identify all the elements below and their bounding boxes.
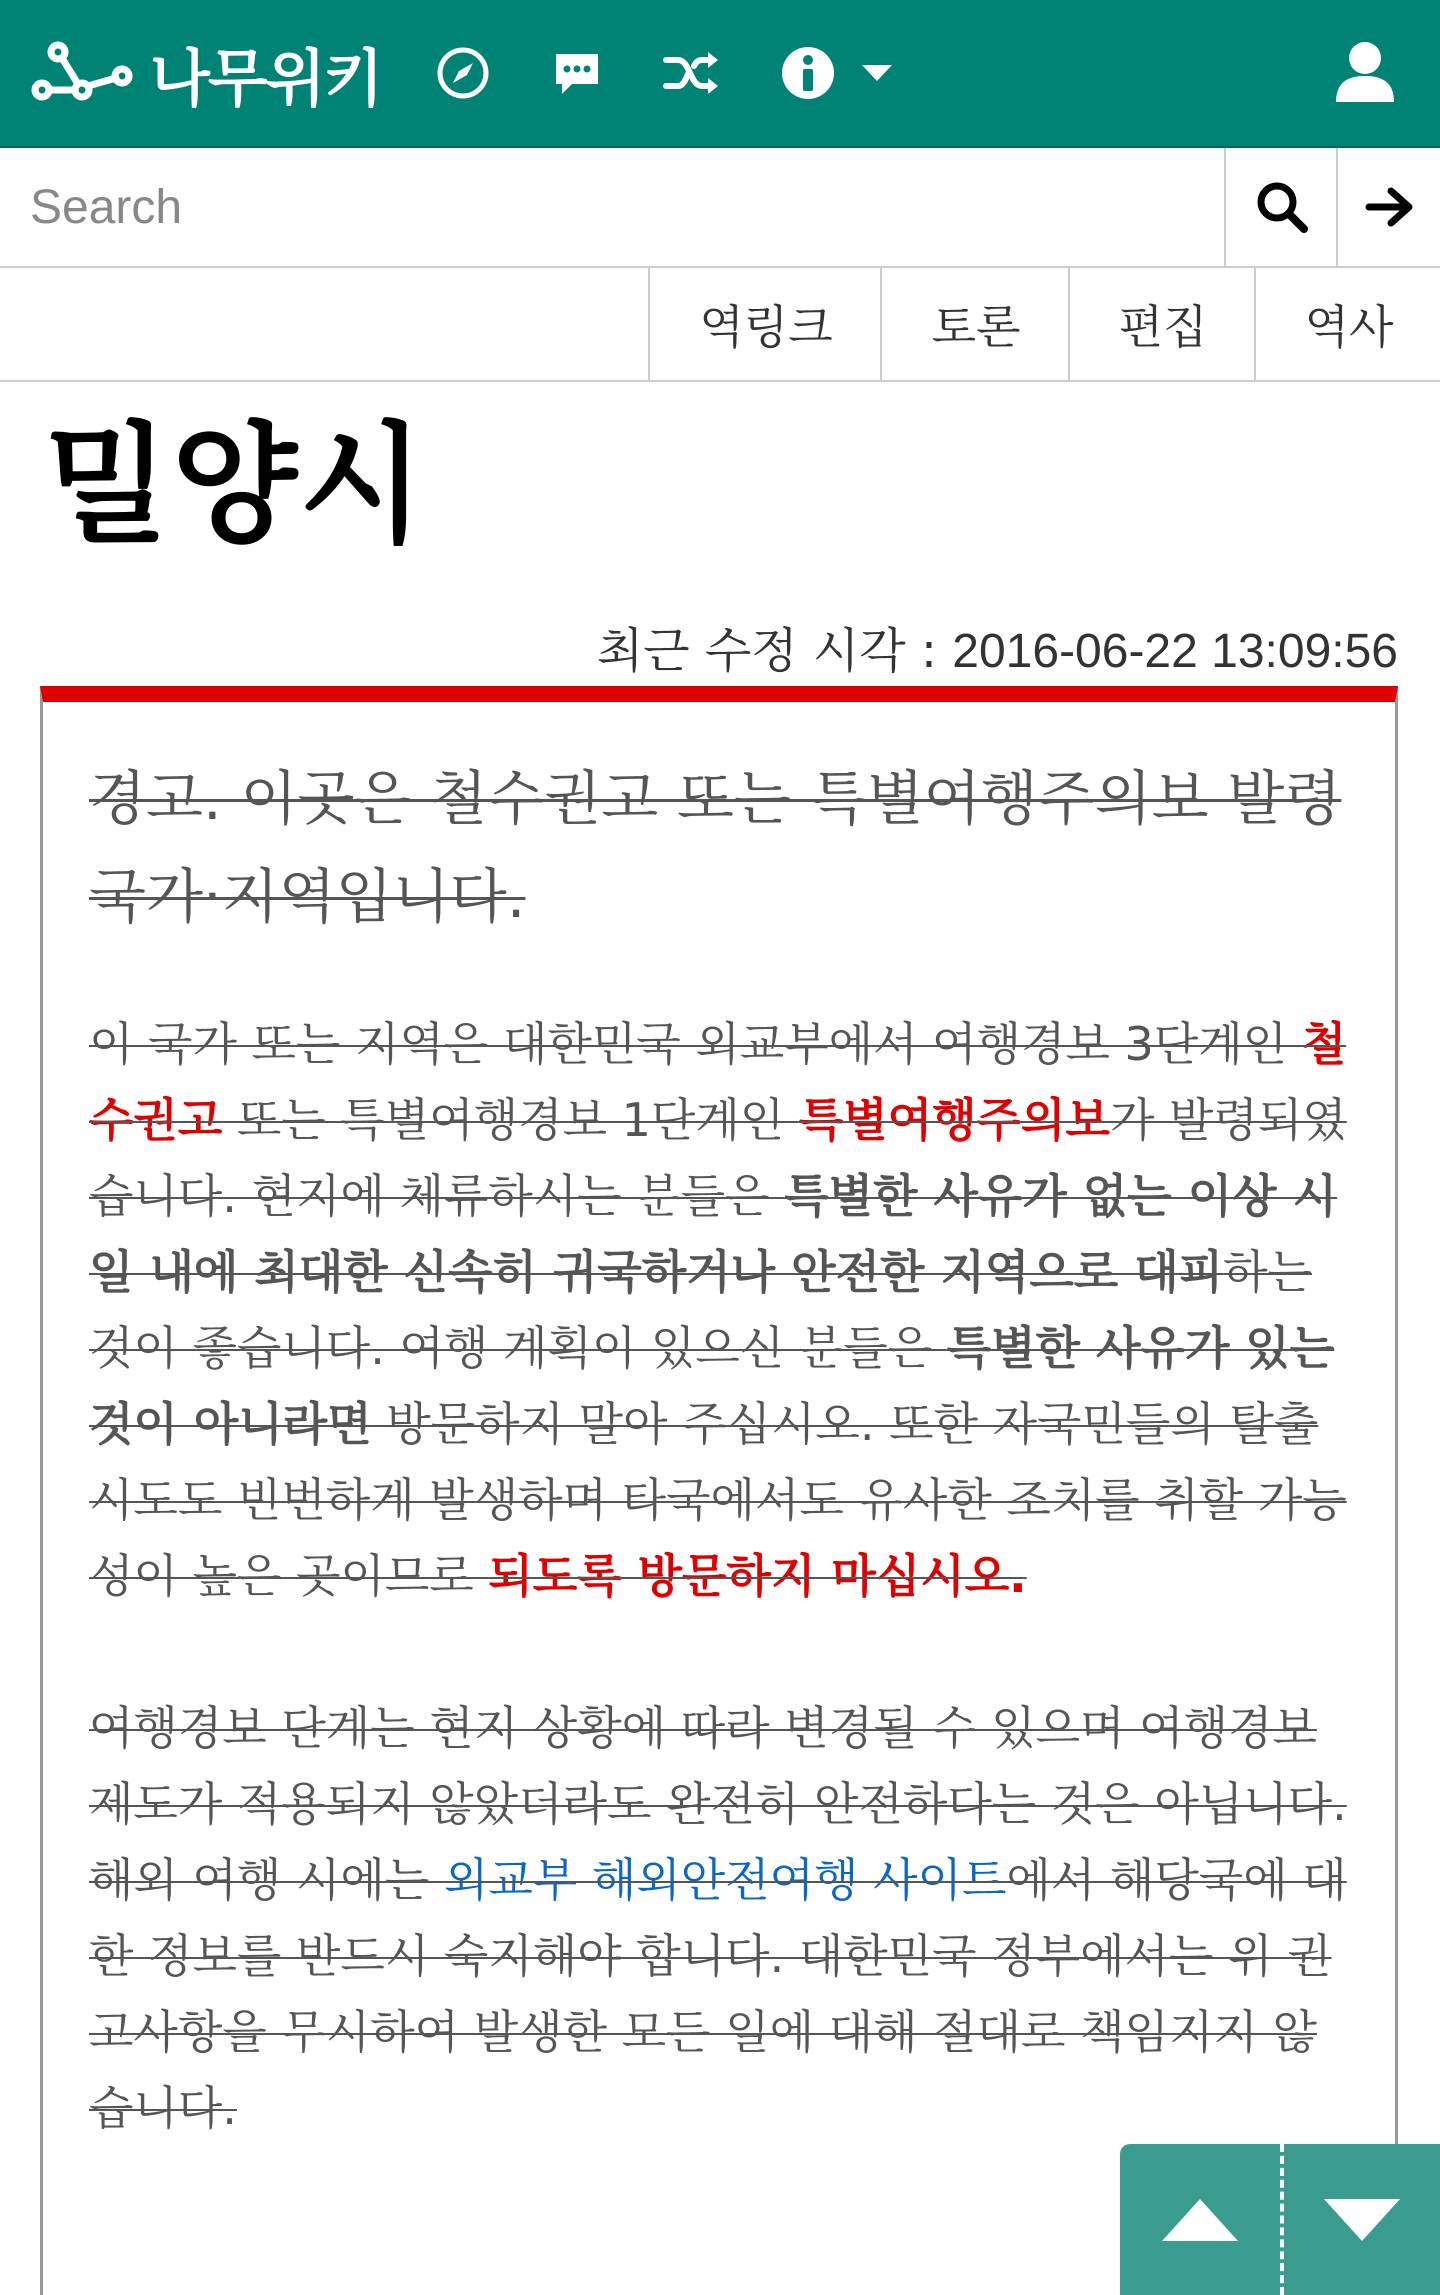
logo-tree-icon bbox=[30, 38, 140, 108]
last-modified-time: 2016-06-22 13:09:56 bbox=[952, 625, 1398, 678]
tab-history[interactable] bbox=[1254, 268, 1440, 380]
warning-paragraph-1 bbox=[89, 1006, 1349, 1614]
tab-label: 역사 bbox=[1304, 300, 1394, 354]
last-modified-label: 최근 수정 시각 : bbox=[596, 623, 953, 679]
scroll-up-button[interactable] bbox=[1120, 2144, 1280, 2295]
compass-icon[interactable] bbox=[430, 40, 496, 106]
text: 가 발령되였습니다. 현지에 체류하시는 분들은 bbox=[89, 1093, 1347, 1223]
text: 여행경보 단계는 현지 상황에 따라 변경될 수 있으며 여행경보제도가 적용되지 않았더라도 완전히 안전하다는 것은 아닙니다. 해외 여행 시에는 bbox=[89, 1701, 1347, 1907]
page-title: 밀양시 bbox=[44, 409, 427, 561]
search-bar bbox=[0, 148, 1440, 268]
tab-label: 토론 bbox=[931, 300, 1021, 354]
search-button[interactable] bbox=[1224, 148, 1338, 266]
arrow-right-icon bbox=[1365, 185, 1415, 229]
top-navbar bbox=[0, 0, 1440, 148]
caret-down-icon[interactable] bbox=[842, 40, 912, 106]
highlight-withdrawal: 철수권고 bbox=[89, 1017, 1347, 1147]
chat-icon[interactable] bbox=[544, 40, 610, 106]
shuffle-icon[interactable] bbox=[658, 40, 724, 106]
page-tabs bbox=[0, 268, 1440, 382]
triangle-up-icon bbox=[1158, 2195, 1242, 2245]
tab-discussion[interactable] bbox=[880, 268, 1070, 380]
highlight-special-advisory: 특별여행주의보 bbox=[798, 1093, 1110, 1147]
text: 에서 해당국에 대한 정보를 반드시 숙지해야 합니다. 대한민국 정부에서는 위 권고사항을 무시하여 발생한 모든 일에 대해 절대로 책임지지 않습니다. bbox=[89, 1853, 1347, 2135]
tab-backlinks[interactable] bbox=[648, 268, 882, 380]
travel-warning-box bbox=[40, 686, 1398, 2295]
tab-label: 역링크 bbox=[699, 300, 833, 354]
search-input[interactable] bbox=[0, 148, 1224, 266]
bold-evacuate: 특별한 사유가 없는 이상 시일 내에 최대한 신속히 귀국하거나 안전한 지역으로 대피 bbox=[89, 1169, 1338, 1299]
triangle-down-icon bbox=[1320, 2195, 1404, 2245]
highlight-do-not-visit: 되도록 방문하지 마십시오. bbox=[488, 1549, 1027, 1603]
scroll-down-button[interactable] bbox=[1280, 2144, 1440, 2295]
tab-label: 편집 bbox=[1118, 300, 1208, 354]
user-icon[interactable] bbox=[1330, 38, 1400, 108]
text: 방문하지 말아 주십시오. 또한 자국민들의 탈출 시도도 빈번하게 발생하며 타국에서도 유사한 조치를 취할 가능성이 높은 곳이므로 bbox=[89, 1397, 1347, 1603]
search-icon bbox=[1254, 179, 1310, 235]
warning-paragraph-2 bbox=[89, 1690, 1349, 2146]
go-button[interactable] bbox=[1336, 148, 1440, 266]
tab-edit[interactable] bbox=[1068, 268, 1256, 380]
last-modified bbox=[597, 612, 1398, 681]
text: 또는 특별여행경보 1단계인 bbox=[222, 1093, 799, 1147]
info-icon[interactable] bbox=[775, 40, 841, 106]
bold-special-reason: 특별한 사유가 있는 것이 아니라면 bbox=[89, 1321, 1335, 1451]
warning-content bbox=[89, 750, 1349, 2146]
text: 하는 것이 좋습니다. 여행 계획이 있으신 분들은 bbox=[89, 1245, 1313, 1375]
text: 이 국가 또는 지역은 대한민국 외교부에서 여행경보 3단계인 bbox=[89, 1017, 1302, 1071]
logo-text: 나무위키 bbox=[150, 41, 382, 115]
scroll-buttons bbox=[1120, 2144, 1440, 2295]
site-logo[interactable] bbox=[30, 30, 382, 116]
warning-title: 경고. 이곳은 철수권고 또는 특별여행주의보 발령 국가·지역입니다. bbox=[89, 764, 1342, 931]
mofa-safety-link[interactable]: 외교부 해외안전여행 사이트 bbox=[443, 1853, 1007, 1907]
